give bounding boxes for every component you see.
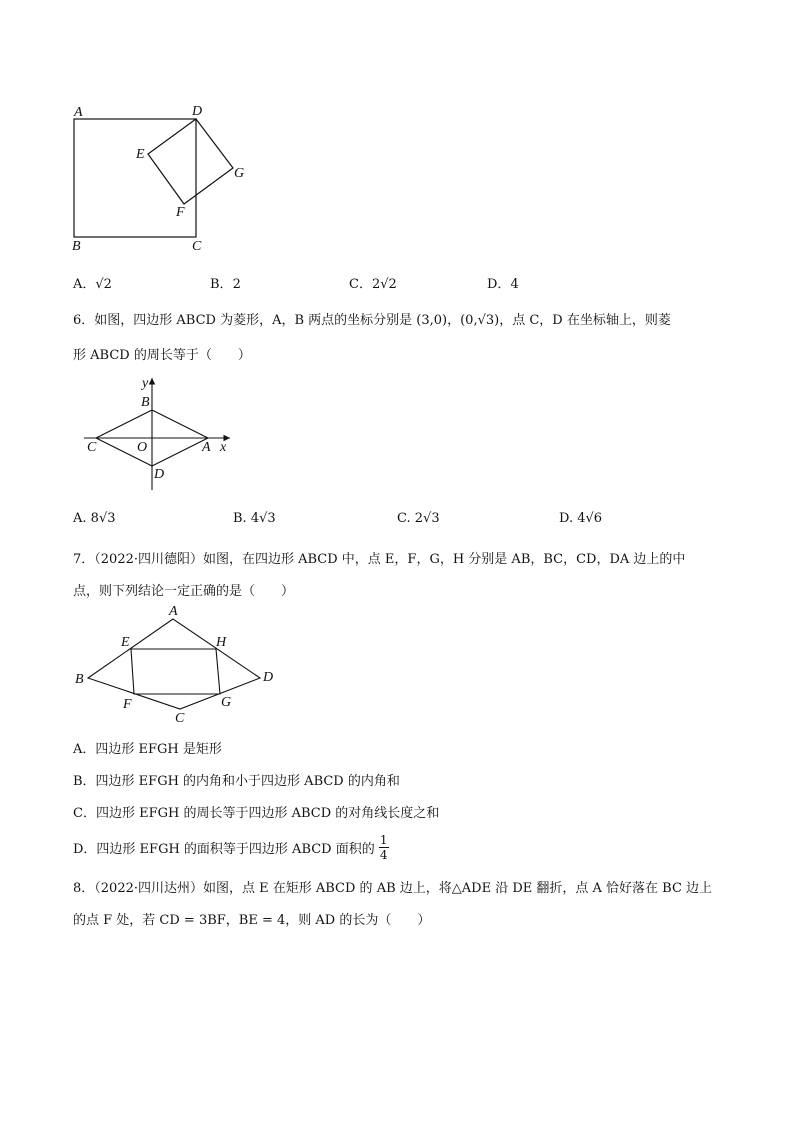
label-d: D — [263, 670, 274, 685]
q5-option-b[interactable]: B．2 — [210, 277, 241, 292]
q7-option-d[interactable] — [73, 833, 389, 862]
label-d: D — [154, 467, 165, 482]
label-e: E — [121, 635, 130, 650]
label-f: F — [123, 697, 132, 712]
label-a: A — [74, 105, 83, 120]
square-defg — [148, 119, 233, 204]
quadrilateral-abcd — [88, 619, 260, 709]
fraction-one-quarter: $\frac{1}{4}$ — [379, 833, 388, 862]
label-b: B — [75, 672, 84, 687]
label-b: B — [72, 239, 81, 254]
figure-square-with-inner-square — [60, 98, 260, 258]
label-h: H — [216, 635, 227, 650]
label-a: A — [202, 440, 211, 455]
q7-option-a[interactable]: A．四边形 EFGH 是矩形 — [73, 742, 222, 757]
q7-text-line1: 7．（2022·四川德阳）如图，在四边形 ABCD 中，点 E，F，G，H 分别是 AB，BC，CD，DA 边上的中 — [73, 552, 686, 567]
figure-quadrilateral-midpoints — [70, 602, 290, 724]
q5-option-c[interactable]: C．2√2 — [349, 277, 397, 292]
q6-option-c[interactable]: C. 2√3 — [397, 511, 440, 526]
q5-option-a[interactable]: A．√2 — [73, 277, 112, 292]
q7-option-b[interactable]: B．四边形 EFGH 的内角和小于四边形 ABCD 的内角和 — [73, 774, 400, 789]
label-c: C — [175, 711, 185, 724]
q5-option-d[interactable]: D．4 — [487, 277, 519, 292]
figure-rhombus-coordinate — [78, 372, 248, 497]
label-c: C — [87, 440, 97, 455]
label-a: A — [169, 604, 178, 619]
q6-text-line2: 形 ABCD 的周长等于（ ） — [73, 348, 251, 363]
q6-option-b[interactable]: B. 4√3 — [233, 511, 276, 526]
label-x: x — [220, 440, 227, 455]
q7-option-c[interactable]: C．四边形 EFGH 的周长等于四边形 ABCD 的对角线长度之和 — [73, 806, 440, 821]
q6-text-line1: 6．如图，四边形 ABCD 为菱形，A，B 两点的坐标分别是 (3,0)，(0,√3)，点 C，D 在坐标轴上，则菱 — [73, 313, 671, 328]
q7-option-d-text: D．四边形 EFGH 的面积等于四边形 ABCD 面积的 — [73, 842, 375, 857]
q6-option-d[interactable]: D. 4√6 — [559, 511, 603, 526]
q8-text-line1: 8．（2022·四川达州）如图，点 E 在矩形 ABCD 的 AB 边上，将△ADE 沿 DE 翻折，点 A 恰好落在 BC 边上 — [73, 881, 713, 896]
label-e: E — [136, 147, 145, 162]
label-o: O — [137, 440, 148, 455]
label-g: G — [221, 695, 232, 710]
q7-text-line2: 点，则下列结论一定正确的是（ ） — [73, 584, 295, 599]
label-b: B — [141, 395, 150, 410]
quadrilateral-efgh — [131, 649, 220, 694]
label-y: y — [142, 376, 149, 391]
q6-option-a[interactable]: A. 8√3 — [73, 511, 116, 526]
label-g: G — [234, 166, 245, 181]
q8-text-line2: 的点 F 处，若 CD = 3BF，BE = 4，则 AD 的长为（ ） — [73, 913, 431, 928]
label-c: C — [192, 239, 202, 254]
label-f: F — [176, 205, 185, 220]
label-d: D — [192, 104, 203, 119]
